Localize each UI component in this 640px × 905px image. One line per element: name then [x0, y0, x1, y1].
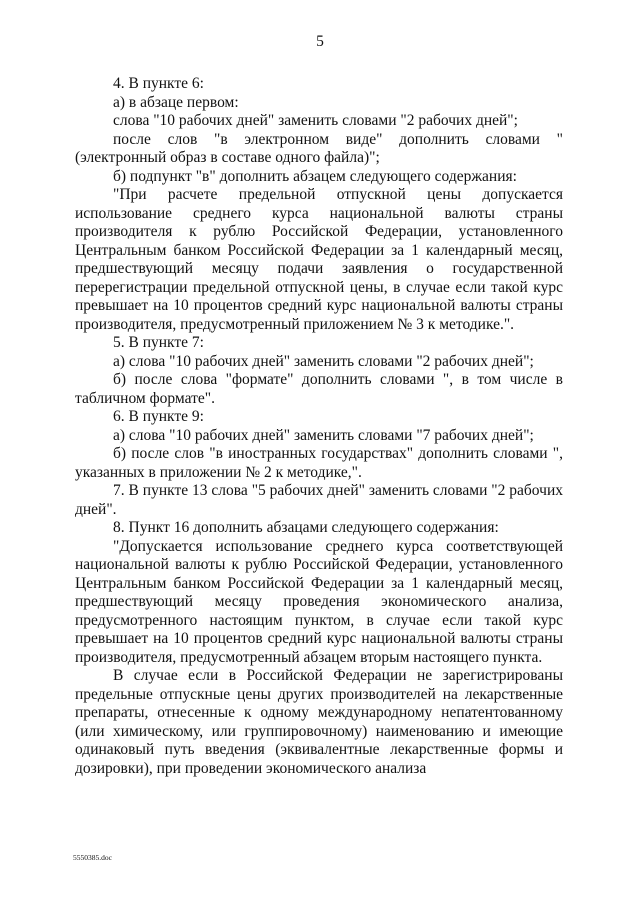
paragraph-item-7: 7. В пункте 13 слова "5 рабочих дней" заменить словами "2 рабочих дней". — [75, 482, 563, 518]
paragraph-quote-price-calc: "При расчете предельной отпускной цены допускается использование среднего курса национальной валюты страны производителя к рублю Российской Федерации, установленного Центральным банком Российской Федерации за 1 календарный месяц, предшествующий месяцу подачи заявления о государственной перерегистрации предельной отпускной цены, в случае если такой курс превышает на 10 процентов средний курс национальной валюты страны производителя, предусмотренный приложением № 3 к методике.". — [75, 186, 563, 333]
paragraph-subitem-b: б) подпункт "в" дополнить абзацем следующего содержания: — [113, 167, 517, 185]
paragraph-item-6a: а) слова "10 рабочих дней" заменить словами "7 рабочих дней"; — [113, 426, 534, 444]
paragraph-item-8: 8. Пункт 16 дополнить абзацами следующего содержания: — [113, 519, 499, 536]
page-number: 5 — [316, 33, 324, 50]
paragraph-item-4: 4. В пункте 6: — [113, 75, 204, 92]
paragraph-add-electronic: после слов "в электронном виде" дополнить словами "(электронный образ в составе одного файла)"; — [75, 130, 563, 166]
paragraph-item-6: 6. В пункте 9: — [113, 408, 204, 425]
paragraph-item-5b: б) после слова "формате" дополнить словами ", в том числе в табличном формате". — [75, 371, 563, 407]
paragraph-subitem-a: а) в абзаце первом: — [113, 93, 239, 111]
paragraph-replace-words: слова "10 рабочих дней" заменить словами "2 рабочих дней"; — [113, 112, 518, 129]
paragraph-item-5a: а) слова "10 рабочих дней" заменить словами "2 рабочих дней"; — [113, 352, 534, 370]
footer-filename: 5550385.doc — [73, 853, 112, 862]
paragraph-item-6b: б) после слов "в иностранных государствах" дополнить словами ", указанных в приложении № 2 к методике,". — [75, 445, 563, 481]
paragraph-case-not-registered: В случае если в Российской Федерации не зарегистрированы предельные отпускные цены других производителей на лекарственные препараты, отнесенные к одному международному непатентованному (или химическому, или группировочному) наименованию и имеющие одинаковый путь введения (эквивалентные лекарственные формы и дозировки), при проведении экономического анализа — [75, 667, 563, 777]
paragraph-quote-exchange-rate: "Допускается использование среднего курса соответствующей национальной валюты к рублю Российской Федерации, установленного Центральным банком Российской Федерации за 1 календарный месяц, предшествующий месяцу проведения экономического анализа, предусмотренного настоящим пунктом, в случае если такой курс превышает на 10 процентов средний курс национальной валюты страны производителя, предусмотренный абзацем вторым настоящего пункта. — [75, 537, 563, 666]
document-body — [75, 75, 563, 778]
paragraph-item-5: 5. В пункте 7: — [113, 334, 204, 351]
